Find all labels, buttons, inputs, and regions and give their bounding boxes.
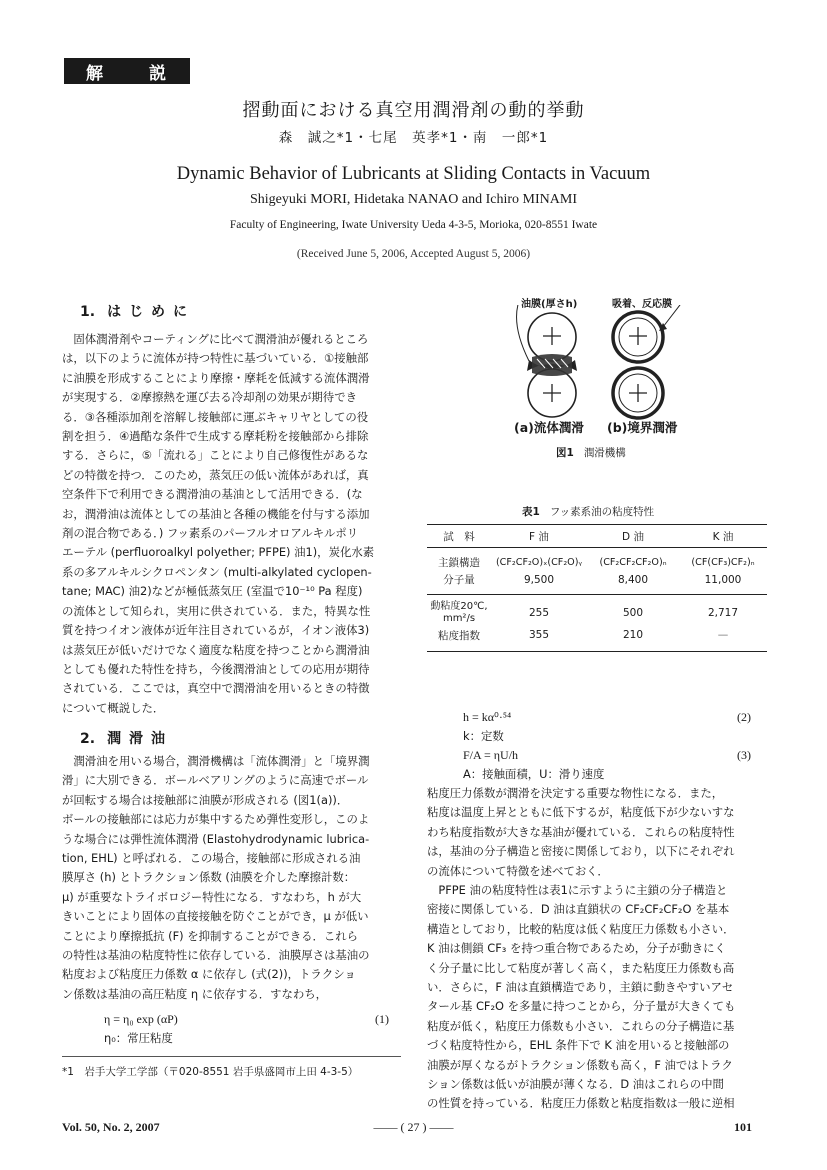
text-line: 割を担う．④過酷な条件で生成する摩耗粉を接触部から排除 — [62, 429, 369, 444]
equation-1-formula: η = η₀ exp (αP) — [104, 1012, 178, 1026]
text-line: が実現する．②摩擦熱を運び去る冷却剤の効果が期待でき — [62, 390, 357, 405]
table-cell: 動粘度20℃, mm²/s — [430, 601, 488, 624]
text-line: 粘度圧力係数が潤滑を決定する重要な物性になる．また， — [427, 786, 724, 800]
text-line: ボールの接触部には応力が集中するため弾性変形し，このよ — [62, 812, 370, 827]
table-header-d-oil: D 油 — [622, 530, 644, 543]
text-line: 質を持つイオン液体が近年注目されているが，イオン液体3) — [62, 623, 370, 638]
figure-sub-b: (b)境界潤滑 — [607, 420, 678, 435]
equation-2-number: (2) — [737, 710, 751, 724]
figure-caption-text: 潤滑機構 — [583, 447, 626, 459]
text-line: tion, EHL) と呼ばれる．この場合，接触部に形成される油 — [62, 851, 361, 866]
equation-2-definition: k：定数 — [463, 729, 504, 743]
figure-label-adsorption: 吸着、反応膜 — [612, 299, 672, 310]
table-cell: 255 — [528, 607, 550, 619]
table-caption-number: 表1 — [522, 506, 540, 518]
text-line: どの特徴を持つ．このため，蒸気圧の低い流体があれば，真 — [62, 467, 369, 482]
figure-caption — [556, 445, 626, 460]
table-cell: — — [717, 629, 729, 641]
text-line: に油膜を形成することにより摩擦・摩耗を低減する流体潤滑 — [62, 370, 370, 385]
table-cell: 主鎖構造 — [438, 557, 480, 569]
text-line: タール基 CF₂O を多量に持つことから，分子量が大きくても — [427, 999, 736, 1014]
text-line: の性質を持っている．粘度圧力係数と粘度指数は一般に逆相 — [427, 1096, 735, 1111]
category-char-2: 説 — [149, 63, 168, 84]
table-header-row — [427, 525, 767, 548]
equation-3-formula: F/A = ηU/h — [463, 748, 519, 762]
text-line: 密接に関係している．D 油は直鎖状の CF₂CF₂CF₂O を基本 — [427, 902, 730, 917]
section-2-title: 潤滑油 — [107, 731, 174, 747]
text-line: が回転する場合は接触部に油膜が形成される (図1(a))． — [62, 792, 349, 807]
received-date: (Received June 5, 2006, Accepted August 5, 2006) — [296, 248, 531, 260]
equation-2-formula: h = kα⁰·⁵⁴ — [463, 710, 512, 724]
figure-caption-number: 図1 — [556, 447, 574, 459]
text-line: 系の多アルキルシクロペンタン (multi-alkylated cyclopen- — [62, 564, 372, 579]
text-line: 滑」に大別できる．ボールベアリングのように高速でボール — [62, 773, 369, 788]
table-caption — [522, 504, 654, 519]
text-line: 粘度および粘度圧力係数 α に依存し (式(2))，トラクショ — [62, 967, 356, 982]
text-line: PFPE 油の粘度特性は表1に示すように主鎖の分子構造と — [438, 883, 728, 897]
text-line: について概説した． — [62, 700, 165, 715]
text-line: 固体潤滑剤やコーティングに比べて潤滑油が優れるところ — [73, 332, 369, 346]
equation-3 — [463, 746, 751, 765]
right-paragraph-1 — [427, 784, 767, 881]
text-line: ことにより摩擦抵抗 (F) を抑制することができる．これら — [62, 928, 359, 943]
text-line: の流体について特徴を述べておく． — [427, 863, 609, 878]
footer-inner-page: —— ( 27 ) —— — [373, 1120, 454, 1134]
text-line: エーテル (perfluoroalkyl polyether; PFPE) 油1)，炭化水素 — [62, 545, 375, 560]
text-line: 膜厚さ (h) とトラクション係数 (油膜を介した摩擦計数： — [62, 870, 356, 885]
table-row-molecular-weight — [427, 571, 767, 595]
text-line: は蒸気圧が低いだけでなく適度な粘度を持つことから潤滑油 — [62, 642, 370, 657]
table-header-f-oil: F 油 — [529, 530, 549, 543]
affiliation: Faculty of Engineering, Iwate University Ueda 4-3-5, Morioka, 020-8551 Iwate — [229, 219, 598, 231]
table-header-sample: 試 料 — [443, 530, 475, 543]
text-line: 空条件下で利用できる潤滑油の基油として活用できる．(な — [62, 487, 363, 502]
equation-1-number: (1) — [375, 1012, 389, 1026]
footer-volume: Vol. 50, No. 2, 2007 — [62, 1120, 160, 1134]
authors-japanese: 森 誠之*1・七尾 英孝*1・南 一郎*1 — [278, 130, 549, 146]
text-line: 剤の混合物である．) フッ素系のパーフルオロアルキルポリ — [62, 526, 359, 541]
text-line: く分子量に比して粘度が著しく高く，また粘度圧力係数も高 — [427, 960, 735, 975]
table-cell: 粘度指数 — [438, 629, 480, 642]
footnote-divider — [62, 1056, 401, 1057]
lubrication-diagram — [505, 305, 705, 420]
table-cell: 11,000 — [679, 571, 767, 595]
table-cell: 500 — [622, 607, 644, 619]
text-line: きいことにより固体の直接接触を防ぐことができ，μ が低い — [62, 909, 369, 924]
table-caption-text: フッ素系油の粘度特性 — [549, 506, 655, 518]
text-line: い．さらに，F 油は直鎖構造であり，主鎖に動きやすいアセ — [427, 980, 734, 995]
table-header-k-oil: K 油 — [712, 530, 734, 543]
section-1-title: はじめに — [107, 304, 196, 320]
table-cell: 210 — [622, 629, 644, 641]
section-2-heading — [80, 728, 173, 748]
text-line: お，潤滑油は流体としての基油と各種の機能を付与する添加 — [62, 506, 370, 521]
section-1-number: 1. — [80, 304, 96, 320]
text-line: 粘度が低く，粘度圧力係数も小さい．これらの分子構造に基 — [427, 1018, 735, 1033]
category-label — [64, 58, 190, 84]
text-line: K 油は側鎖 CF₃ を持つ重合物であるため，分子が動きにく — [427, 941, 726, 956]
text-line: する．さらに，⑤「流れる」ことにより自己修復性があるな — [62, 448, 369, 463]
text-line: ション係数は低いが油膜が薄くなる．D 油はこれらの中間 — [427, 1077, 724, 1092]
equation-1 — [104, 1010, 389, 1029]
table-cell: 分子量 — [427, 571, 491, 595]
text-line: は，基油の分子構造と密接に関係しており，以下にそれぞれ — [427, 844, 735, 859]
text-line: としても優れた特性を持ち，今後潤滑油としての応用が期待 — [62, 661, 370, 676]
section-2-body — [62, 752, 401, 1004]
text-line: うな場合には弾性流体潤滑 (Elastohydrodynamic lubrica- — [62, 831, 370, 846]
boundary-lubrication-illustration — [613, 305, 683, 418]
authors-english: Shigeyuki MORI, Hidetaka NANAO and Ichiro MINAMI — [249, 192, 577, 207]
text-line: の流体として知られ，実用に供されている．また，特異な性 — [62, 603, 371, 618]
table-row-kinematic-viscosity — [427, 595, 767, 626]
oil-film-leader — [517, 305, 529, 361]
table-cell: (CF(CF₃)CF₂)ₙ — [691, 557, 755, 568]
equation-3-number: (3) — [737, 748, 751, 762]
footer-page-number: 101 — [734, 1120, 752, 1134]
text-line: μ) が重要なトライボロジー特性になる．すなわち，h が大 — [62, 889, 362, 904]
figure-label-oil-film: 油膜(厚さh) — [521, 299, 578, 310]
text-line: は，以下のように流体が持つ特性に基づいている．①接触部 — [62, 351, 369, 366]
footnote: *1 岩手大学工学部（〒020-8551 岩手県盛岡市上田 4-3-5） — [62, 1066, 359, 1078]
figure-sub-a: (a)流体潤滑 — [514, 420, 584, 435]
text-line: の特性は基油の粘度特性に依存している．油膜厚さは基油の — [62, 948, 370, 963]
right-paragraph-2 — [427, 881, 767, 1114]
text-line: 潤滑油を用いる場合，潤滑機構は「流体潤滑」と「境界潤 — [73, 754, 370, 768]
text-line: わち粘度指数が大きな基油が優れている．これらの粘度特性 — [427, 824, 735, 839]
text-line: 構造としており，比較的粘度は低く粘度圧力係数も小さい． — [427, 921, 735, 936]
section-1-body — [62, 330, 401, 718]
text-line: づく粘度特性から，EHL 条件下で K 油を用いると接触部の — [427, 1038, 730, 1053]
section-2-number: 2. — [80, 731, 96, 747]
table-row-viscosity-index — [427, 625, 767, 652]
text-line: 油膜が厚くなるがトラクション係数も高く，F 油ではトラク — [427, 1057, 733, 1072]
table-cell: 2,717 — [707, 607, 739, 619]
table-cell: (CF₂CF₂CF₂O)ₙ — [599, 557, 667, 568]
fluid-lubrication-illustration — [517, 305, 577, 417]
text-line: tane; MAC) 油2)などが極低蒸気圧 (室温で10⁻¹⁰ Pa 程度) — [62, 584, 363, 599]
title-japanese: 摺動面における真空用潤滑剤の動的挙動 — [242, 100, 585, 121]
adsorption-leader — [663, 305, 683, 327]
section-1-heading — [80, 301, 195, 321]
text-line: る．③各種添加剤を溶解し接触部に運ぶキャリヤとしての役 — [62, 409, 369, 424]
equation-3-definition: A：接触面積，U：滑り速度 — [463, 767, 605, 781]
text-line: 粘度は温度上昇とともに低下するが，粘度低下が少ないすな — [427, 805, 735, 820]
table-cell: 355 — [528, 629, 550, 641]
table-row-main-chain — [427, 548, 767, 572]
table-cell: 8,400 — [587, 571, 679, 595]
equation-1-definition: η₀：常圧粘度 — [104, 1031, 173, 1045]
viscosity-table — [427, 524, 767, 652]
table-cell: 9,500 — [491, 571, 587, 595]
text-line: されている．ここでは，真空中で潤滑油を用いるときの特徴 — [62, 681, 370, 696]
equation-2 — [463, 708, 751, 727]
text-line: ン係数は基油の高圧粘度 η に依存する．すなわち， — [62, 986, 328, 1001]
title-english: Dynamic Behavior of Lubricants at Sliding Contacts in Vacuum — [176, 164, 651, 184]
category-char-1: 解 — [86, 63, 105, 84]
table-cell: (CF₂CF₂O)ₓ(CF₂O)ᵧ — [495, 557, 583, 568]
